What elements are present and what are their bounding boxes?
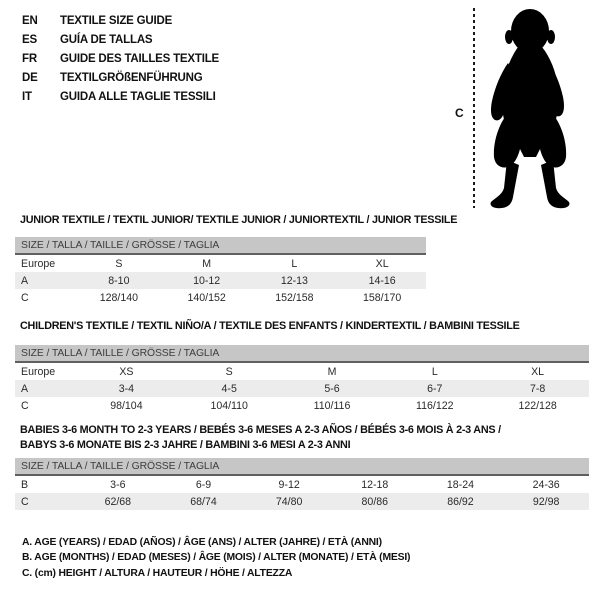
size-cell: 6-9 xyxy=(195,478,212,491)
size-cell: 86/92 xyxy=(447,495,474,508)
size-cell: 152/158 xyxy=(275,291,314,304)
row-label-cell: C xyxy=(21,495,29,508)
size-cell: 140/152 xyxy=(187,291,226,304)
legend-line-b: B. AGE (MONTHS) / EDAD (MESES) / ÂGE (MOIS) / ALTER (MONATE) / ETÀ (MESI) xyxy=(22,552,411,564)
row-label-cell: B xyxy=(21,478,29,491)
size-cell: M xyxy=(327,365,337,378)
babies-size-table xyxy=(15,458,589,510)
size-cell: 12-13 xyxy=(280,274,308,287)
row-label-cell: A xyxy=(21,382,29,395)
size-header-row xyxy=(15,237,426,254)
measure-legend xyxy=(22,535,410,581)
size-cell: XS xyxy=(119,365,134,378)
size-header-bar: SIZE / TALLA / TAILLE / GRÖSSE / TAGLIA xyxy=(15,345,589,362)
size-header-row xyxy=(15,345,589,362)
table-row xyxy=(15,289,426,306)
size-cell: 98/104 xyxy=(110,399,143,412)
row-label-cell: A xyxy=(21,274,29,287)
size-cell: M xyxy=(202,257,212,270)
size-cell: L xyxy=(291,257,298,270)
table-row xyxy=(15,362,589,380)
language-title: TEXTILE SIZE GUIDE xyxy=(60,15,173,27)
row-label-cell: C xyxy=(21,291,29,304)
babies-section-title-line2: BABYS 3-6 MONATE BIS 2-3 JAHRE / BAMBINI 3-6 MESI A 2-3 ANNI xyxy=(20,439,351,451)
size-header-bar: SIZE / TALLA / TAILLE / GRÖSSE / TAGLIA xyxy=(15,458,589,475)
size-cell: 3-6 xyxy=(110,478,126,491)
children-section-title: CHILDREN'S TEXTILE / TEXTIL NIÑO/A / TEXTILE DES ENFANTS / KINDERTEXTIL / BAMBINI TESSILE xyxy=(20,320,520,332)
language-row xyxy=(22,50,219,69)
height-measure-line xyxy=(473,8,475,208)
size-cell: 116/122 xyxy=(416,399,454,412)
size-cell: 14-16 xyxy=(368,274,396,287)
size-cell: XL xyxy=(531,365,545,378)
size-cell: 80/86 xyxy=(361,495,389,508)
language-row xyxy=(22,69,219,88)
baby-silhouette-icon xyxy=(478,5,578,210)
junior-section-title: JUNIOR TEXTILE / TEXTIL JUNIOR/ TEXTILE JUNIOR / JUNIORTEXTIL / JUNIOR TESSILE xyxy=(20,214,458,226)
size-cell: 122/128 xyxy=(518,399,557,412)
size-cell: 6-7 xyxy=(427,382,443,395)
table-row xyxy=(15,397,589,414)
babies-section-title xyxy=(20,423,501,453)
language-title: GUIDA ALLE TAGLIE TESSILI xyxy=(60,91,216,103)
legend-line-a: A. AGE (YEARS) / EDAD (AÑOS) / ÂGE (ANS) / ALTER (JAHRE) / ETÀ (ANNI) xyxy=(22,537,382,548)
table-row xyxy=(15,475,589,493)
size-cell: XL xyxy=(375,257,389,270)
language-code: EN xyxy=(22,15,38,27)
language-row xyxy=(22,31,219,50)
language-title: GUIDE DES TAILLES TEXTILE xyxy=(60,53,219,65)
size-cell: 8-10 xyxy=(108,274,130,287)
language-row xyxy=(22,88,219,107)
size-cell: 128/140 xyxy=(99,291,139,304)
table-row xyxy=(15,380,589,397)
size-cell: 104/110 xyxy=(210,399,248,412)
size-cell: 24-36 xyxy=(532,478,560,491)
children-size-table xyxy=(15,345,589,414)
size-cell: 5-6 xyxy=(324,382,340,395)
row-label-cell: Europe xyxy=(21,365,56,378)
size-cell: 4-5 xyxy=(221,382,237,395)
language-title: GUÍA DE TALLAS xyxy=(60,34,153,46)
height-measure-label: C xyxy=(455,106,464,120)
legend-line-c: C. (cm) HEIGHT / ALTURA / HAUTEUR / HÖHE / ALTEZZA xyxy=(22,567,293,579)
row-label-cell: C xyxy=(21,399,29,412)
size-cell: 68/74 xyxy=(190,495,217,508)
size-cell: L xyxy=(431,365,438,378)
junior-size-table xyxy=(15,237,426,306)
size-cell: 9-12 xyxy=(278,478,300,491)
size-cell: S xyxy=(225,365,233,378)
language-code: DE xyxy=(22,72,38,84)
table-row xyxy=(15,272,426,289)
language-code: IT xyxy=(22,91,32,103)
size-cell: 158/170 xyxy=(362,291,402,304)
size-cell: 10-12 xyxy=(193,274,221,287)
language-title: TEXTILGRÖßENFÜHRUNG xyxy=(60,72,203,84)
table-row xyxy=(15,254,426,272)
babies-section-title-line1: BABIES 3-6 MONTH TO 2-3 YEARS / BEBÉS 3-6 MESES A 2-3 AÑOS / BÉBÉS 3-6 MOIS À 2-3 ANS / xyxy=(20,424,501,436)
language-list xyxy=(22,12,219,107)
size-cell: 92/98 xyxy=(532,495,560,508)
size-cell: 7-8 xyxy=(529,382,546,395)
size-header-bar: SIZE / TALLA / TAILLE / GRÖSSE / TAGLIA xyxy=(15,237,426,254)
size-cell: 3-4 xyxy=(118,382,135,395)
language-code: ES xyxy=(22,34,37,46)
size-cell: 74/80 xyxy=(275,495,303,508)
size-header-row xyxy=(15,458,589,475)
row-label-cell: Europe xyxy=(21,257,56,270)
size-cell: 110/116 xyxy=(313,399,351,412)
size-cell: 12-18 xyxy=(361,478,389,491)
table-row xyxy=(15,493,589,510)
language-row xyxy=(22,12,219,31)
size-cell: 18-24 xyxy=(446,478,474,491)
language-code: FR xyxy=(22,53,37,65)
size-cell: S xyxy=(115,257,123,270)
size-cell: 62/68 xyxy=(104,495,132,508)
